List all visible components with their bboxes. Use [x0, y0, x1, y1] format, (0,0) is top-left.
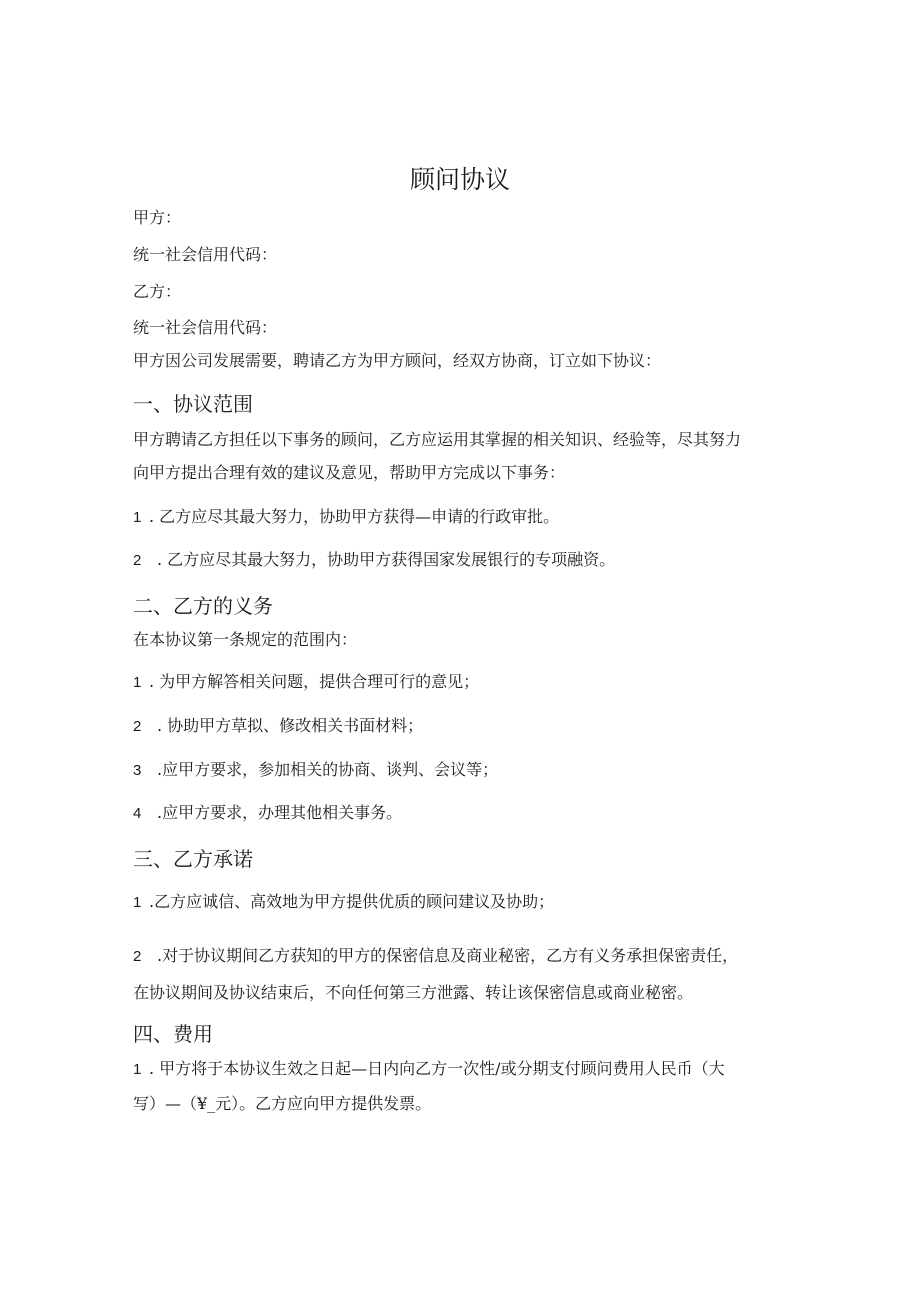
item-text: .乙方应诚信、高效地为甲方提供优质的顾问建议及协助；: [149, 892, 555, 911]
list-item: [133, 548, 615, 573]
section-heading: 二、乙方的义务: [133, 594, 273, 618]
item-text: . 甲方将于本协议生效之日起—日内向乙方一次性/或分期支付顾问费用人民币（大: [149, 1059, 725, 1078]
section-intro-line: 向甲方提出合理有效的建议及意见，帮助甲方完成以下事务：: [133, 463, 566, 482]
list-item: [133, 1057, 725, 1082]
item-number: 1: [133, 674, 142, 691]
party-a-label: 甲方：: [133, 208, 182, 227]
section-heading: 三、乙方承诺: [133, 847, 253, 871]
item-number: 3: [133, 762, 142, 779]
item-number: 4: [133, 805, 142, 822]
item-text: .应甲方要求，参加相关的协商、谈判、会议等；: [157, 760, 499, 779]
party-b-label: 乙方：: [133, 282, 182, 301]
party-b-credit-code-label: 统一社会信用代码：: [133, 318, 278, 337]
list-item: [133, 714, 423, 739]
item-number: 2: [133, 948, 142, 965]
section-heading: 一、协议范围: [133, 392, 253, 416]
list-item: [133, 801, 402, 826]
list-item: [133, 505, 559, 530]
preamble: 甲方因公司发展需要，聘请乙方为甲方顾问，经双方协商，订立如下协议：: [133, 351, 662, 370]
list-item: [133, 758, 498, 783]
list-item: [133, 670, 479, 695]
section-intro-line: 甲方聘请乙方担任以下事务的顾问，乙方应运用其掌握的相关知识、经验等，尽其努力: [133, 430, 742, 449]
item-number: 2: [133, 718, 142, 735]
list-item: [133, 890, 554, 915]
item-text: . 协助甲方草拟、修改相关书面材料；: [157, 716, 424, 735]
item-text: . 乙方应尽其最大努力，协助甲方获得国家发展银行的专项融资。: [157, 550, 616, 569]
section-heading: 四、费用: [133, 1022, 213, 1046]
item-text: .对于协议期间乙方获知的甲方的保密信息及商业秘密，乙方有义务承担保密责任，: [157, 946, 739, 965]
item-text: . 为甲方解答相关问题，提供合理可行的意见；: [149, 672, 480, 691]
item-number: 2: [133, 552, 142, 569]
item-number: 1: [133, 894, 142, 911]
party-a-credit-code-label: 统一社会信用代码：: [133, 245, 278, 264]
item-text: .应甲方要求，办理其他相关事务。: [157, 803, 403, 822]
item-number: 1: [133, 1061, 142, 1078]
item-text: . 乙方应尽其最大努力，协助甲方获得—申请的行政审批。: [149, 507, 560, 526]
item-number: 1: [133, 509, 142, 526]
paragraph-continuation: 在协议期间及协议结束后，不向任何第三方泄露、转让该保密信息或商业秘密。: [133, 983, 694, 1002]
paragraph-continuation: 写）—（¥_元）。乙方应向甲方提供发票。: [133, 1094, 432, 1113]
document-title: 顾问协议: [409, 165, 510, 194]
list-item: [133, 944, 738, 969]
section-intro-line: 在本协议第一条规定的范围内：: [133, 630, 358, 649]
